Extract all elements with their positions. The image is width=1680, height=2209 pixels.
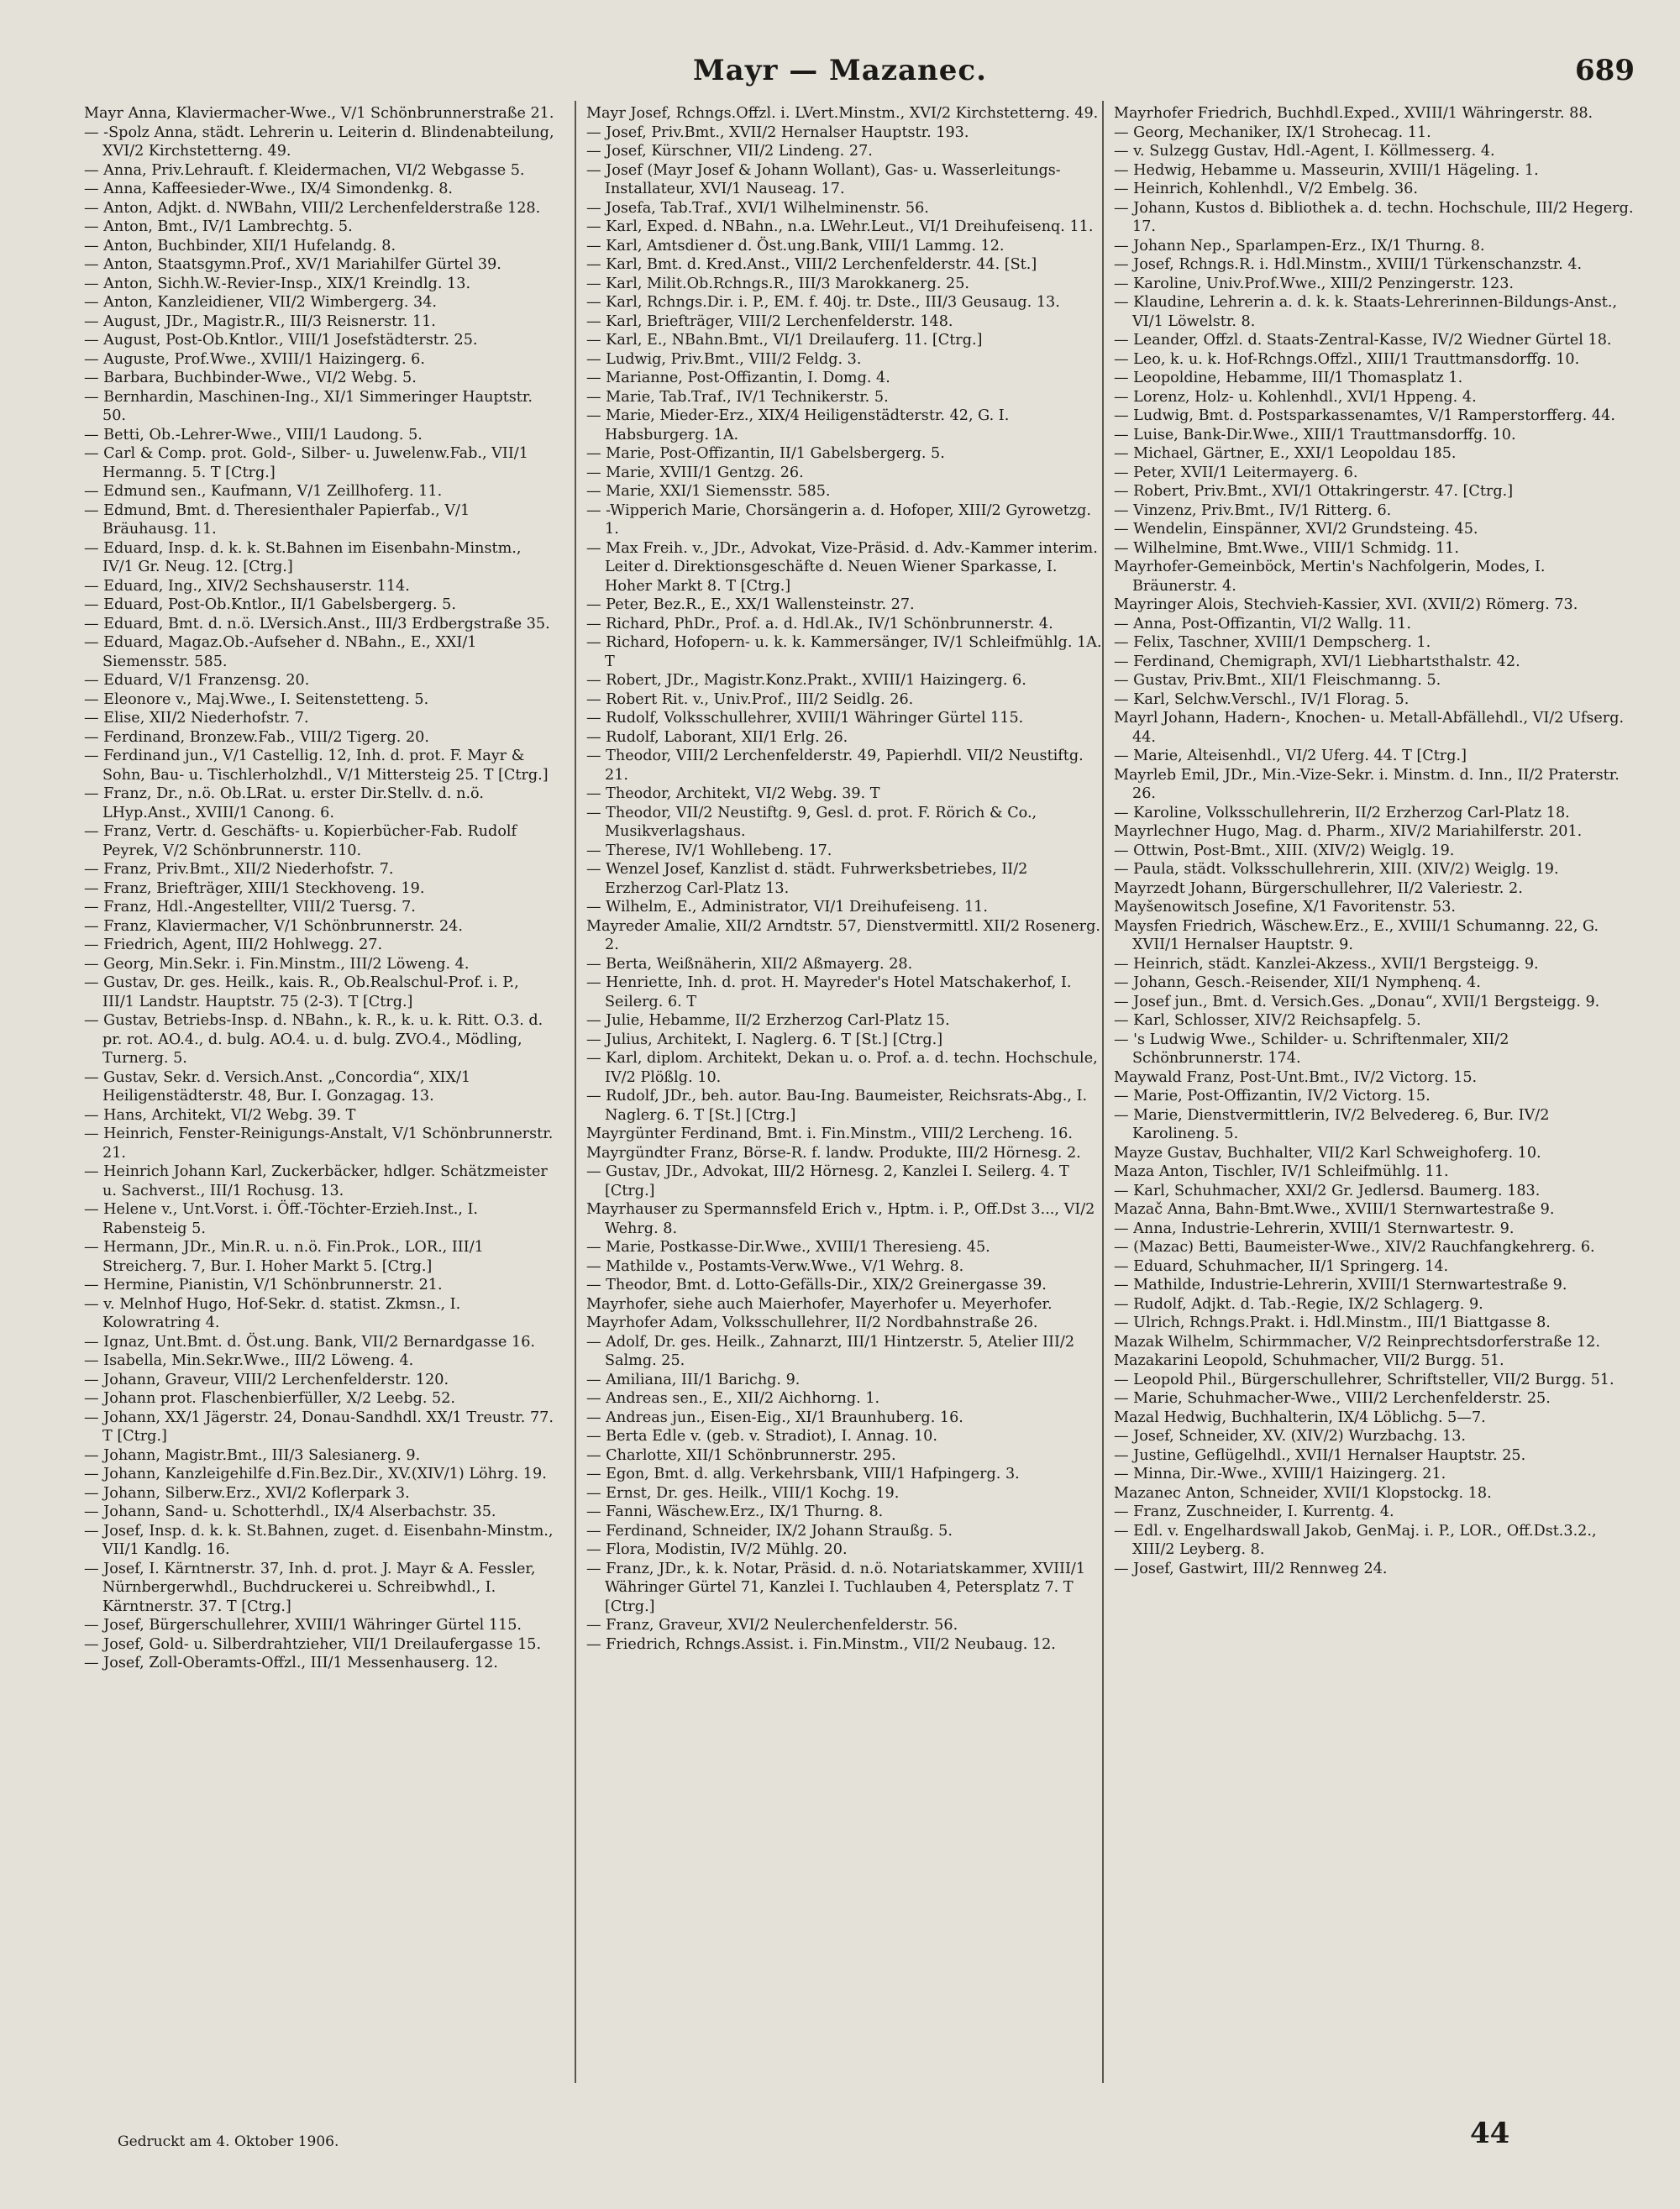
directory-entry: — Friedrich, Agent, III/2 Hohlwegg. 27. [84,937,383,953]
directory-entry: — Anton, Adjkt. d. NWBahn, VIII/2 Lerchenfelderstraße 128. [84,199,541,217]
directory-entry: — Karl, Selchw.Verschl., IV/1 Florag. 5. [1114,690,1410,708]
directory-entry: — 's Ludwig Wwe., Schilder- u. Schriftenmaler, XII/2 Schönbrunnerstr. 174. [1114,1031,1509,1067]
directory-entry: — Hans, Architekt, VI/2 Webg. 39. T [84,1106,356,1124]
directory-entry: — Fanni, Wäschew.Erz., IX/1 Thurng. 8. [586,1503,884,1520]
directory-entry: — Karoline, Univ.Prof.Wwe., XIII/2 Penzingerstr. 123. [1114,275,1515,292]
directory-entry: — Flora, Modistin, IV/2 Mühlg. 20. [586,1541,848,1558]
directory-entry: — Heinrich Johann Karl, Zuckerbäcker, hdlger. Schätzmeister u. Sachverst., III/1 Rochusg. 13. [84,1163,548,1199]
directory-entry: — Eduard, Ing., XIV/2 Sechshauserstr. 114. [84,577,410,595]
directory-entry: — Karl, Briefträger, VIII/2 Lerchenfelderstr. 148. [586,312,953,330]
directory-entry: — Mathilde, Industrie-Lehrerin, XVIII/1 Sternwartestraße 9. [1114,1277,1567,1293]
directory-entry: — Anton, Staatsgymn.Prof., XV/1 Mariahilfer Gürtel 39. [84,256,501,273]
directory-entry: — Eduard, Post-Ob.Kntlor., II/1 Gabelsbergerg. 5. [84,596,456,613]
directory-entry: — Bernhardin, Maschinen-Ing., XI/1 Simmeringer Hauptstr. 50. [84,388,533,424]
directory-entry: Mayr Anna, Klaviermacher-Wwe., V/1 Schönbrunnerstraße 21. [84,105,554,122]
directory-entry: — Andreas jun., Eisen-Eig., XI/1 Braunhuberg. 16. [586,1409,963,1426]
directory-entry: — Robert, Priv.Bmt., XVI/1 Ottakringerstr. 47. [Ctrg.] [1114,483,1514,500]
directory-entry: — Anton, Sichh.W.-Revier-Insp., XIX/1 Kreindlg. 13. [84,275,471,292]
directory-entry: Mazanec Anton, Schneider, XVII/1 Klopstockg. 18. [1114,1484,1492,1502]
directory-entry: — Josef, Insp. d. k. k. St.Bahnen, zuget. d. Eisenbahn-Minstm., VII/1 Kandlg. 16. [84,1522,554,1558]
directory-entry: — Anna, Kaffeesieder-Wwe., IX/4 Simondenkg. 8. [84,181,454,197]
directory-entry: — Karl, diplom. Architekt, Dekan u. o. Prof. a. d. techn. Hochschule, IV/2 Plößlg. 10. [586,1050,1098,1086]
directory-entry: — Josef, Schneider, XV. (XIV/2) Wurzbachg. 13. [1114,1428,1466,1445]
directory-entry: — (Mazac) Betti, Baumeister-Wwe., XIV/2 Rauchfangkehrerg. 6. [1114,1239,1595,1256]
directory-entry: — Marie, Schuhmacher-Wwe., VIII/2 Lerchenfelderstr. 25. [1114,1390,1551,1407]
directory-entry: — Johann, Kustos d. Bibliothek a. d. techn. Hochschule, III/2 Hegerg. 17. [1114,199,1634,235]
directory-entry: — Georg, Mechaniker, IX/1 Strohecag. 11. [1114,123,1431,141]
directory-entry: — Eduard, Insp. d. k. k. St.Bahnen im Eisenbahn-Minstm., IV/1 Gr. Neug. 12. [Ctrg.] [84,539,522,575]
directory-entry: Mayrhofer-Gemeinböck, Mertin's Nachfolgerin, Modes, I. Bräunerstr. 4. [1114,559,1546,595]
column-rule-1 [575,101,576,2083]
directory-entry: Mayringer Alois, Stechvieh-Kassier, XVI. (XVII/2) Römerg. 73. [1114,596,1578,613]
directory-entry: — Leo, k. u. k. Hof-Rchngs.Offzl., XIII/1 Trauttmansdorffg. 10. [1114,350,1580,368]
directory-entry: — Edmund sen., Kaufmann, V/1 Zeillhoferg. 11. [84,483,443,500]
directory-entry: — Heinrich, Fenster-Reinigungs-Anstalt, V/1 Schönbrunnerstr. 21. [84,1125,554,1162]
directory-entry: — Ludwig, Bmt. d. Postsparkassenamtes, V/1 Ramperstorfferg. 44. [1114,407,1615,424]
directory-entry: — Isabella, Min.Sekr.Wwe., III/2 Löweng. 4. [84,1352,414,1369]
directory-entry: — Theodor, VII/2 Neustiftg. 9, Gesl. d. prot. F. Rörich & Co., Musikverlagshaus. [586,804,1037,840]
directory-entry: Mayrhofer Adam, Volksschullehrer, II/2 Nordbahnstraße 26. [586,1314,1038,1331]
directory-entry: — Eduard, Magaz.Ob.-Aufseher d. NBahn., E., XXI/1 Siemensstr. 585. [84,634,477,670]
directory-entry: — Edl. v. Engelhardswall Jakob, GenMaj. i. P., LOR., Off.Dst.3.2., XIII/2 Leyberg. 8. [1114,1522,1597,1558]
directory-entry: — Minna, Dir.-Wwe., XVIII/1 Haizingerg. 21. [1114,1466,1446,1482]
directory-entry: Mayrlechner Hugo, Mag. d. Pharm., XIV/2 Mariahilferstr. 201. [1114,823,1583,840]
directory-column-2 [586,104,1105,1654]
directory-entry: — Julius, Architekt, I. Naglerg. 6. T [St.] [Ctrg.] [586,1031,943,1048]
directory-entry: — Lorenz, Holz- u. Kohlenhdl., XVI/1 Hppeng. 4. [1114,388,1477,406]
directory-entry: — Betti, Ob.-Lehrer-Wwe., VIII/1 Laudong. 5. [84,426,423,443]
directory-entry: — Theodor, Architekt, VI/2 Webg. 39. T [586,785,880,802]
directory-entry: — -Spolz Anna, städt. Lehrerin u. Leiterin d. Blindenabteilung, XVI/2 Kirchstetterng. 49. [84,123,554,160]
page-header [0,54,1680,104]
directory-entry: — Marie, Alteisenhdl., VI/2 Uferg. 44. T [Ctrg.] [1114,748,1467,764]
directory-entry: — Josef, Kürschner, VII/2 Lindeng. 27. [586,143,873,160]
directory-entry: — Hedwig, Hebamme u. Masseurin, XVIII/1 Hägeling. 1. [1114,161,1539,179]
directory-entry: — Ottwin, Post-Bmt., XIII. (XIV/2) Weiglg. 19. [1114,842,1455,859]
directory-entry: — Egon, Bmt. d. allg. Verkehrsbank, VIII/1 Hafpingerg. 3. [586,1466,1020,1482]
directory-entry: — Josef, Bürgerschullehrer, XVIII/1 Währinger Gürtel 115. [84,1617,522,1634]
directory-entry: — Wilhelm, E., Administrator, VI/1 Dreihufeiseng. 11. [586,899,988,916]
directory-entry: — August, JDr., Magistr.R., III/3 Reisnerstr. 11. [84,312,436,330]
directory-entry: Mayreder Amalie, XII/2 Arndtstr. 57, Dienstvermittl. XII/2 Rosenerg. 2. [586,917,1100,953]
directory-entry: — Robert Rit. v., Univ.Prof., III/2 Seidlg. 26. [586,690,914,708]
directory-entry: Mayze Gustav, Buchhalter, VII/2 Karl Schweighoferg. 10. [1114,1144,1541,1162]
directory-entry: — Richard, Hofopern- u. k. k. Kammersänger, IV/1 Schleifmühlg. 1A. T [586,634,1102,670]
directory-entry: — Marie, XVIII/1 Gentzg. 26. [586,464,804,481]
directory-entry: — Therese, IV/1 Wohllebeng. 17. [586,842,832,859]
directory-entry: — Eduard, Bmt. d. n.ö. LVersich.Anst., III/3 Erdbergstraße 35. [84,615,550,632]
directory-entry: — Robert, JDr., Magistr.Konz.Prakt., XVIII/1 Haizingerg. 6. [586,672,1026,689]
directory-entry: — Josef, Priv.Bmt., XVII/2 Hernalser Hauptstr. 193. [586,123,969,141]
directory-entry: Mayrgünter Ferdinand, Bmt. i. Fin.Minstm., VIII/2 Lercheng. 16. [586,1125,1073,1142]
directory-entry: — Leopold Phil., Bürgerschullehrer, Schriftsteller, VII/2 Burgg. 51. [1114,1371,1614,1388]
directory-entry: — Auguste, Prof.Wwe., XVIII/1 Haizingerg. 6. [84,350,425,368]
directory-entry: — Johann, Gesch.-Reisender, XII/1 Nymphenq. 4. [1114,974,1481,991]
directory-entry: — Josef, I. Kärntnerstr. 37, Inh. d. prot. J. Mayr & A. Fessler, Nürnbergerwhdl., Buchdruckerei u. Schreibwhdl., I. Kärntnerstr. 37. T [Ctrg.] [84,1560,536,1615]
directory-entry: — Marie, Mieder-Erz., XIX/4 Heiligenstädterstr. 42, G. I. Habsburgerg. 1A. [586,407,1010,443]
directory-entry: — Heinrich, städt. Kanzlei-Akzess., XVII/1 Bergsteigg. 9. [1114,955,1539,973]
directory-entry: — Karl, Schlosser, XIV/2 Reichsapfelg. 5. [1114,1012,1421,1029]
directory-entry: Mazal Hedwig, Buchhalterin, IX/4 Löblichg. 5—7. [1114,1409,1486,1426]
directory-entry: — Josefa, Tab.Traf., XVI/1 Wilhelminenstr. 56. [586,199,929,217]
directory-entry: — Franz, Zuschneider, I. Kurrentg. 4. [1114,1503,1394,1520]
directory-entry: — Justine, Geflügelhdl., XVII/1 Hernalser Hauptstr. 25. [1114,1446,1526,1464]
directory-entry: — Franz, Dr., n.ö. Ob.LRat. u. erster Dir.Stellv. d. n.ö. LHyp.Anst., XVIII/1 Canong. 6. [84,785,484,821]
directory-entry: — Josef, Gold- u. Silberdrahtzieher, VII/1 Dreilaufergasse 15. [84,1635,542,1653]
directory-entry: — Anton, Buchbinder, XII/1 Hufelandg. 8. [84,237,396,254]
directory-entry: — v. Melnhof Hugo, Hof-Sekr. d. statist. Zkmsn., I. Kolowratring 4. [84,1295,461,1331]
directory-entry: — Wilhelmine, Bmt.Wwe., VIII/1 Schmidg. 11. [1114,539,1459,557]
directory-entry: — Ferdinand, Schneider, IX/2 Johann Straußg. 5. [586,1522,953,1540]
directory-entry: — Karl, Bmt. d. Kred.Anst., VIII/2 Lerchenfelderstr. 44. [St.] [586,256,1037,273]
directory-entry: — Johann, Magistr.Bmt., III/3 Salesianerg. 9. [84,1446,421,1464]
directory-entry: Mayrhauser zu Spermannsfeld Erich v., Hptm. i. P., Off.Dst 3..., VI/2 Wehrg. 8. [586,1201,1095,1237]
directory-entry: — Helene v., Unt.Vorst. i. Öff.-Töchter-Erzieh.Inst., I. Rabensteig 5. [84,1201,479,1237]
directory-entry: — Gustav, Dr. ges. Heilk., kais. R., Ob.Realschul-Prof. i. P., III/1 Landstr. Hauptstr. 75 (2-3). T [Ctrg.] [84,974,519,1010]
directory-entry: Mazač Anna, Bahn-Bmt.Wwe., XVIII/1 Sternwartestraße 9. [1114,1201,1555,1218]
directory-entry: Mayr Josef, Rchngs.Offzl. i. LVert.Minstm., XVI/2 Kirchstetterng. 49. [586,105,1099,122]
directory-entry: Mazakarini Leopold, Schuhmacher, VII/2 Burgg. 51. [1114,1352,1504,1369]
directory-entry: — Anna, Industrie-Lehrerin, XVIII/1 Sternwartestr. 9. [1114,1220,1515,1237]
directory-entry: — Josef, Gastwirt, III/2 Rennweg 24. [1114,1560,1388,1577]
directory-entry: — Johann, Graveur, VIII/2 Lerchenfelderstr. 120. [84,1371,449,1388]
directory-entry: — Anna, Priv.Lehrauft. f. Kleidermachen, VI/2 Webgasse 5. [84,161,525,179]
directory-entry: — Karoline, Volksschullehrerin, II/2 Erzherzog Carl-Platz 18. [1114,804,1570,821]
directory-entry: — Mathilde v., Postamts-Verw.Wwe., V/1 Wehrg. 8. [586,1257,964,1275]
directory-entry: — Eleonore v., Maj.Wwe., I. Seitenstetteng. 5. [84,690,429,708]
directory-entry: — Max Freih. v., JDr., Advokat, Vize-Präsid. d. Adv.-Kammer interim. Leiter d. Direktionsgeschäfte d. Neuen Wiener Sparkasse, I. Hoher Markt 8. T [Ctrg.] [586,539,1098,595]
directory-entry: — Andreas sen., E., XII/2 Aichhorng. 1. [586,1390,880,1407]
directory-entry: — Ignaz, Unt.Bmt. d. Öst.ung. Bank, VII/2 Bernardgasse 16. [84,1333,535,1351]
directory-entry: Mayrhofer, siehe auch Maierhofer, Mayerhofer u. Meyerhofer. [586,1295,1053,1313]
directory-entry: — Rudolf, Volksschullehrer, XVIII/1 Währinger Gürtel 115. [586,710,1024,727]
directory-entry: — Karl, Rchngs.Dir. i. P., EM. f. 40j. tr. Dste., III/3 Geusaug. 13. [586,294,1060,311]
directory-entry: — Ferdinand, Chemigraph, XVI/1 Liebhartsthalstr. 42. [1114,653,1520,670]
directory-entry: — Vinzenz, Priv.Bmt., IV/1 Ritterg. 6. [1114,501,1392,519]
directory-entry: — Leander, Offzl. d. Staats-Zentral-Kasse, IV/2 Wiedner Gürtel 18. [1114,332,1612,349]
directory-entry: — Johann, XX/1 Jägerstr. 24, Donau-Sandhdl. XX/1 Treustr. 77. T [Ctrg.] [84,1409,554,1445]
directory-entry: — Richard, PhDr., Prof. a. d. Hdl.Ak., IV/1 Schönbrunnerstr. 4. [586,615,1053,632]
directory-entry: — Theodor, Bmt. d. Lotto-Gefälls-Dir., XIX/2 Greinergasse 39. [586,1277,1047,1293]
directory-entry: — Georg, Min.Sekr. i. Fin.Minstm., III/2 Löweng. 4. [84,955,470,973]
directory-entry: — Franz, Priv.Bmt., XII/2 Niederhofstr. 7. [84,861,394,878]
directory-entry: — Franz, Graveur, XVI/2 Neulerchenfelderstr. 56. [586,1617,958,1634]
directory-entry: — Anna, Post-Offizantin, VI/2 Wallg. 11. [1114,615,1411,632]
directory-entry: Maysfen Friedrich, Wäschew.Erz., E., XVIII/1 Schumanng. 22, G. XVII/1 Hernalser Hauptstr. 9. [1114,917,1599,953]
directory-entry: — Johann, Sand- u. Schotterhdl., IX/4 Alserbachstr. 35. [84,1503,496,1520]
directory-entry: — Carl & Comp. prot. Gold-, Silber- u. Juwelenw.Fab., VII/1 Hermanng. 5. T [Ctrg.] [84,445,528,481]
directory-entry: Maza Anton, Tischler, IV/1 Schleifmühlg. 11. [1114,1163,1449,1180]
directory-entry: — August, Post-Ob.Kntlor., VIII/1 Josefstädterstr. 25. [84,332,478,349]
directory-entry: — Hermine, Pianistin, V/1 Schönbrunnerstr. 21. [84,1277,443,1293]
directory-entry: — v. Sulzegg Gustav, Hdl.-Agent, I. Köllmesserg. 4. [1114,143,1495,160]
directory-entry: — Wendelin, Einspänner, XVI/2 Grundsteing. 45. [1114,521,1478,538]
directory-entry: — Henriette, Inh. d. prot. H. Mayreder's Hotel Matschakerhof, I. Seilerg. 6. T [586,974,1072,1010]
directory-entry: — Josef jun., Bmt. d. Versich.Ges. „Donau“, XVII/1 Bergsteigg. 9. [1114,993,1600,1010]
directory-entry: — Marie, Postkasse-Dir.Wwe., XVIII/1 Theresieng. 45. [586,1239,990,1256]
directory-entry: — Ferdinand jun., V/1 Castellig. 12, Inh. d. prot. F. Mayr & Sohn, Bau- u. Tischlerholzhdl., V/1 Mittersteig 25. T [Ctrg.] [84,748,549,784]
directory-entry: — Luise, Bank-Dir.Wwe., XIII/1 Trauttmansdorffg. 10. [1114,426,1516,443]
directory-entry: — Hermann, JDr., Min.R. u. n.ö. Fin.Prok., LOR., III/1 Streicherg. 7, Bur. I. Hoher Markt 5. [Ctrg.] [84,1239,484,1275]
directory-entry: Mayrleb Emil, JDr., Min.-Vize-Sekr. i. Minstm. d. Inn., II/2 Praterstr. 26. [1114,766,1620,802]
directory-entry: — Rudolf, JDr., beh. autor. Bau-Ing. Baumeister, Reichsrats-Abg., I. Naglerg. 6. T [St.] [Ctrg.] [586,1088,1088,1124]
print-note: Gedruckt am 4. Oktober 1906. [118,2133,339,2150]
directory-entry: Mayrl Johann, Hadern-, Knochen- u. Metall-Abfällehdl., VI/2 Ufserg. 44. [1114,710,1625,746]
directory-entry: — Karl, Milit.Ob.Rchngs.R., III/3 Marokkanerg. 25. [586,275,970,292]
directory-entry: — Franz, JDr., k. k. Notar, Präsid. d. n.ö. Notariatskammer, XVIII/1 Währinger Gürtel 71, Kanzlei I. Tuchlauben 4, Petersplatz 7. T [Ctrg.] [586,1560,1086,1615]
directory-entry: — Michael, Gärtner, E., XXI/1 Leopoldau 185. [1114,445,1457,462]
directory-entry: — Karl, Amtsdiener d. Öst.ung.Bank, VIII/1 Lammg. 12. [586,237,1005,254]
directory-entry: — Karl, Schuhmacher, XXI/2 Gr. Jedlersd. Baumerg. 183. [1114,1182,1541,1199]
signature-mark: 44 [1470,2117,1510,2150]
directory-entry: — Ernst, Dr. ges. Heilk., VIII/1 Kochg. 19. [586,1484,900,1502]
directory-entry: — Gustav, Betriebs-Insp. d. NBahn., k. R., k. u. k. Ritt. O.3. d. pr. rot. AO.4., d. bulg. AO.4. u. d. bulg. ZVO.4., Mödling, Turnerg. 5. [84,1012,543,1067]
directory-entry: — Felix, Taschner, XVIII/1 Dempscherg. 1. [1114,634,1431,651]
directory-entry: — Johann, Kanzleigehilfe d.Fin.Bez.Dir., XV.(XIV/1) Löhrg. 19. [84,1466,547,1482]
directory-entry: — Heinrich, Kohlenhdl., V/2 Embelg. 36. [1114,181,1418,197]
running-title: Mayr — Mazanec. [693,54,987,87]
directory-entry: — Josef, Zoll-Oberamts-Offzl., III/1 Messenhauserg. 12. [84,1655,498,1671]
directory-entry: — Ulrich, Rchngs.Prakt. i. Hdl.Minstm., III/1 Biattgasse 8. [1114,1314,1551,1331]
directory-entry: — Johann Nep., Sparlampen-Erz., IX/1 Thurng. 8. [1114,237,1485,254]
directory-column-3 [1114,104,1635,1578]
directory-entry: — Gustav, Priv.Bmt., XII/1 Fleischmanng. 5. [1114,672,1441,689]
directory-entry: — Gustav, JDr., Advokat, III/2 Hörnesg. 2, Kanzlei I. Seilerg. 4. T [Ctrg.] [586,1163,1069,1199]
directory-entry: — Friedrich, Rchngs.Assist. i. Fin.Minstm., VII/2 Neubaug. 12. [586,1635,1056,1653]
directory-entry: — Karl, Exped. d. NBahn., n.a. LWehr.Leut., VI/1 Dreihufeisenq. 11. [586,218,1094,235]
directory-entry: — Berta, Weißnäherin, XII/2 Aßmayerg. 28. [586,955,913,973]
directory-entry: Mayrhofer Friedrich, Buchhdl.Exped., XVIII/1 Währingerstr. 88. [1114,105,1593,122]
directory-entry: — Franz, Hdl.-Angestellter, VIII/2 Tuersg. 7. [84,899,416,916]
directory-entry: — Anton, Bmt., IV/1 Lambrechtg. 5. [84,218,353,235]
directory-entry: — Karl, E., NBahn.Bmt., VI/1 Dreilauferg. 11. [Ctrg.] [586,332,983,349]
directory-entry: — Josef (Mayr Josef & Johann Wollant), Gas- u. Wasserleitungs-Installateur, XVI/1 Nauseag. 17. [586,161,1061,197]
directory-entry: — Barbara, Buchbinder-Wwe., VI/2 Webg. 5. [84,370,417,386]
page-number: 689 [1575,54,1635,87]
directory-entry: — Paula, städt. Volksschullehrerin, XIII. (XIV/2) Weiglg. 19. [1114,861,1559,878]
directory-entry: — Franz, Vertr. d. Geschäfts- u. Kopierbücher-Fab. Rudolf Peyrek, V/2 Schönbrunnerstr. 110. [84,823,517,859]
directory-entry: — Klaudine, Lehrerin a. d. k. k. Staats-Lehrerinnen-Bildungs-Anst., VI/1 Löwelstr. 8. [1114,294,1618,330]
directory-entry: — Amiliana, III/1 Barichg. 9. [586,1371,801,1388]
directory-entry: — Josef, Rchngs.R. i. Hdl.Minstm., XVIII/1 Türkenschanzstr. 4. [1114,256,1583,273]
directory-entry: Mayrzedt Johann, Bürgerschullehrer, II/2 Valeriestr. 2. [1114,879,1523,897]
directory-entry: — Marie, Dienstvermittlerin, IV/2 Belvedereg. 6, Bur. IV/2 Karolineng. 5. [1114,1106,1550,1142]
directory-entry: — Marie, XXI/1 Siemensstr. 585. [586,483,831,500]
directory-entry: — Julie, Hebamme, II/2 Erzherzog Carl-Platz 15. [586,1012,950,1029]
directory-entry: — Gustav, Sekr. d. Versich.Anst. „Concordia“, XIX/1 Heiligenstädterstr. 48, Bur. I. Gonzagag. 13. [84,1068,471,1104]
directory-entry: — Leopoldine, Hebamme, III/1 Thomasplatz 1. [1114,370,1463,386]
directory-entry: — Eduard, V/1 Franzensg. 20. [84,672,310,689]
directory-entry: — Adolf, Dr. ges. Heilk., Zahnarzt, III/1 Hintzerstr. 5, Atelier III/2 Salmg. 25. [586,1333,1075,1369]
directory-entry: Mayrgündter Franz, Börse-R. f. landw. Produkte, III/2 Hörnesg. 2. [586,1144,1081,1162]
directory-entry: — Ferdinand, Bronzew.Fab., VIII/2 Tigerg. 20. [84,728,429,746]
directory-entry: — Marianne, Post-Offizantin, I. Domg. 4. [586,370,890,386]
directory-entry: — Anton, Kanzleidiener, VII/2 Wimbergerg. 34. [84,294,438,311]
directory-entry: Mazak Wilhelm, Schirmmacher, V/2 Reinprechtsdorferstraße 12. [1114,1333,1600,1351]
directory-entry: — Marie, Post-Offizantin, II/1 Gabelsbergerg. 5. [586,445,945,462]
directory-entry: — -Wipperich Marie, Chorsängerin a. d. Hofoper, XIII/2 Gyrowetzg. 1. [586,501,1091,538]
directory-entry: — Johann prot. Flaschenbierfüller, X/2 Leebg. 52. [84,1390,456,1407]
directory-entry: — Charlotte, XII/1 Schönbrunnerstr. 295. [586,1446,896,1464]
directory-entry: — Edmund, Bmt. d. Theresienthaler Papierfab., V/1 Bräuhausg. 11. [84,501,470,538]
directory-entry: — Johann, Silberw.Erz., XVI/2 Koflerpark 3. [84,1484,410,1502]
directory-entry: — Ludwig, Priv.Bmt., VIII/2 Feldg. 3. [586,350,862,368]
directory-entry: — Theodor, VIII/2 Lerchenfelderstr. 49, Papierhdl. VII/2 Neustiftg. 21. [586,748,1084,784]
directory-entry: — Elise, XII/2 Niederhofstr. 7. [84,710,309,727]
directory-entry: — Wenzel Josef, Kanzlist d. städt. Fuhrwerksbetriebes, II/2 Erzherzog Carl-Platz 13. [586,861,1028,897]
directory-entry: — Franz, Briefträger, XIII/1 Steckhoveng. 19. [84,879,425,897]
directory-entry: — Peter, Bez.R., E., XX/1 Wallensteinstr. 27. [586,596,915,613]
directory-entry: — Marie, Tab.Traf., IV/1 Technikerstr. 5. [586,388,889,406]
directory-entry: — Peter, XVII/1 Leitermayerg. 6. [1114,464,1358,481]
directory-column-1 [84,104,554,1673]
directory-entry: — Rudolf, Adjkt. d. Tab.-Regie, IX/2 Schlagerg. 9. [1114,1295,1483,1313]
directory-entry: — Rudolf, Laborant, XII/1 Erlg. 26. [586,728,848,746]
directory-entry: — Berta Edle v. (geb. v. Stradiot), I. Annag. 10. [586,1428,937,1445]
directory-entry: Maywald Franz, Post-Unt.Bmt., IV/2 Victorg. 15. [1114,1068,1478,1086]
directory-entry: Mayšenowitsch Josefine, X/1 Favoritenstr. 53. [1114,899,1456,916]
directory-entry: — Eduard, Schuhmacher, II/1 Springerg. 14. [1114,1257,1449,1275]
directory-entry: — Franz, Klaviermacher, V/1 Schönbrunnerstr. 24. [84,917,463,935]
directory-entry: — Marie, Post-Offizantin, IV/2 Victorg. 15. [1114,1088,1431,1104]
